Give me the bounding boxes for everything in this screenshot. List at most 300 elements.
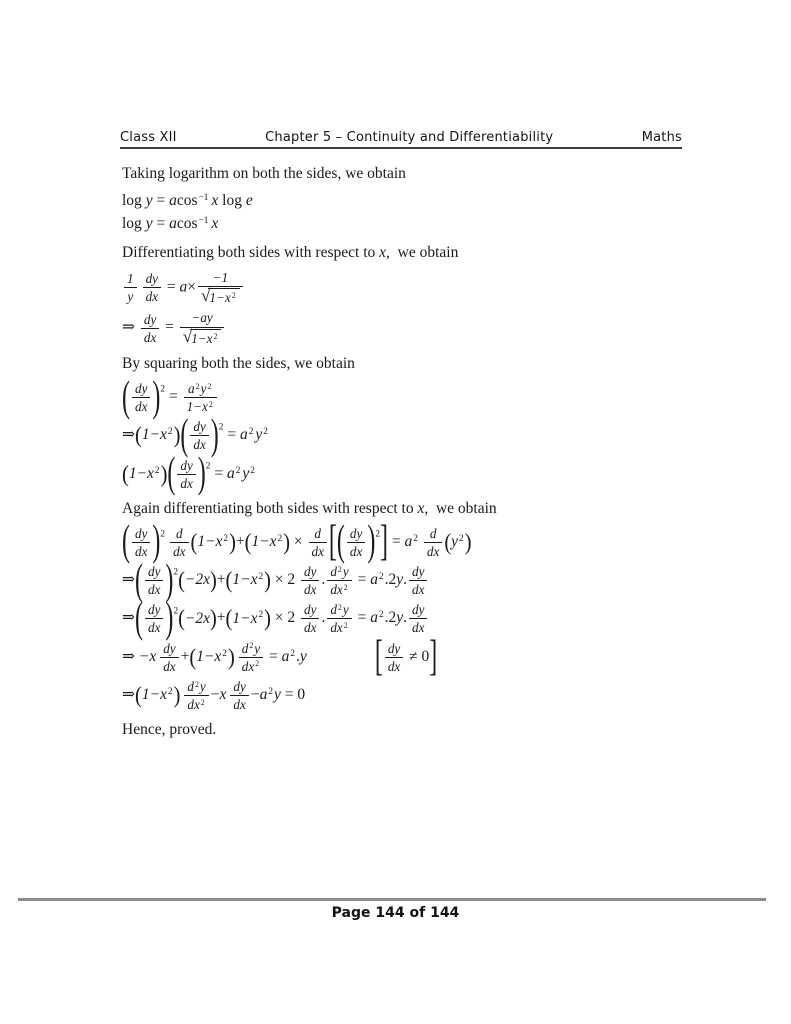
math-text: = [353, 609, 371, 627]
header-class-label: Class XII [120, 130, 177, 145]
fraction [184, 679, 208, 712]
math-text: . [321, 571, 326, 589]
math-text: . [296, 647, 300, 665]
math-superscript: 2 [268, 686, 273, 697]
math-variable: dx [349, 543, 363, 559]
fraction-numerator [184, 679, 208, 696]
math-superscript: 2 [255, 659, 260, 669]
math-superscript: 2 [248, 427, 254, 438]
math-variable: d [429, 525, 437, 541]
open-delimiter: ( [225, 607, 233, 632]
open-delimiter: ( [444, 530, 452, 556]
header-subject-label: Maths [641, 130, 682, 145]
fraction [124, 271, 137, 304]
math-text: log [218, 191, 246, 209]
equation-line [122, 412, 688, 460]
fraction-denominator [160, 658, 178, 674]
math-text: = [163, 278, 180, 296]
open-delimiter: ( [190, 530, 198, 556]
math-variable: a [370, 609, 378, 627]
fraction-numerator [327, 602, 351, 619]
close-delimiter: ) [152, 518, 161, 566]
math-superscript: 2 [231, 290, 236, 300]
fraction-numerator [184, 381, 217, 398]
paren-group [190, 530, 236, 556]
fraction-numerator [239, 641, 263, 658]
math-variable: 1−x [197, 532, 223, 550]
fraction [327, 564, 351, 597]
math-text: log [122, 214, 146, 232]
math-superscript: 2 [222, 648, 227, 659]
math-text: .2 [384, 609, 397, 627]
math-variable: dy [349, 525, 363, 541]
header-chapter-title: Chapter 5 – Continuity and Differentiability [265, 130, 554, 145]
close-delimiter: ) [264, 568, 271, 594]
group-exponent: 2 [173, 605, 179, 616]
math-text: , we obtain [424, 499, 497, 517]
open-delimiter: ( [189, 645, 197, 670]
math-superscript: 2 [223, 533, 229, 544]
math-variable: dy [412, 564, 425, 580]
math-variable: a [370, 571, 378, 589]
fraction-denominator [177, 475, 195, 491]
fraction [309, 526, 327, 559]
math-variable: dx [330, 582, 343, 598]
math-superscript: 2 [235, 465, 241, 476]
group-exponent: 2 [205, 461, 211, 471]
math-variable: −x [138, 647, 157, 665]
open-delimiter: ( [122, 462, 129, 487]
page-header [120, 130, 682, 145]
fraction-numerator [347, 526, 365, 543]
math-variable: dy [304, 602, 317, 618]
math-variable: y [255, 426, 263, 444]
math-variable: dx [330, 620, 343, 636]
close-delimiter: ] [429, 633, 438, 681]
math-variable: dx [426, 543, 440, 559]
math-variable: d [330, 602, 337, 618]
math-superscript: 2 [459, 533, 464, 544]
math-text: × [290, 532, 307, 550]
open-delimiter: ( [135, 683, 142, 709]
math-text: Hence, proved. [122, 721, 217, 739]
fraction-denominator [309, 543, 327, 559]
math-text: = [161, 318, 178, 336]
math-text: = 0 [280, 686, 306, 704]
math-variable: 1−x [209, 290, 231, 306]
math-text: Again differentiating both sides with respect to [122, 499, 418, 517]
math-variable: d [176, 525, 183, 541]
fraction-denominator [198, 287, 243, 306]
math-superscript: 2 [249, 641, 254, 651]
fraction-numerator [230, 679, 248, 696]
math-variable: dy [135, 525, 148, 541]
math-variable: −1 [212, 269, 229, 285]
math-text: . [403, 609, 408, 627]
math-variable: 1−x [232, 571, 258, 589]
math-variable: dx [311, 543, 324, 559]
math-superscript: 2 [208, 399, 213, 409]
equation-line [122, 214, 688, 235]
math-variable: dx [148, 582, 161, 598]
fraction-numerator [301, 602, 319, 619]
math-text: = [353, 571, 371, 589]
fraction-denominator [143, 288, 161, 304]
close-delimiter: ) [197, 450, 206, 498]
math-variable: dy [145, 270, 158, 286]
fraction-denominator [230, 696, 248, 712]
paren-group [135, 423, 181, 449]
math-variable: dx [193, 437, 206, 453]
math-variable: dy [387, 640, 401, 656]
math-text: + [216, 571, 226, 589]
math-text: .2 [384, 571, 397, 589]
fraction-numerator [145, 564, 163, 581]
math-variable: −2x [184, 571, 210, 589]
close-delimiter: ) [209, 568, 217, 594]
math-text: ⇒ [122, 609, 135, 627]
paren-group [178, 568, 217, 594]
open-delimiter: [ [374, 633, 383, 681]
math-variable: 1−x [141, 426, 167, 444]
equation-line [122, 450, 688, 498]
fraction [301, 564, 319, 597]
paragraph-text [122, 164, 688, 185]
solution-content [122, 152, 688, 747]
math-variable: dx [233, 697, 246, 713]
close-delimiter: ) [209, 607, 217, 632]
math-variable: dx [180, 475, 193, 491]
group-exponent: 2 [173, 567, 179, 578]
equation-line [122, 633, 688, 681]
fraction [409, 564, 427, 597]
math-variable: dy [148, 602, 161, 618]
paragraph-text [122, 243, 688, 264]
math-variable: dy [233, 678, 246, 694]
fraction-numerator [409, 564, 427, 581]
open-delimiter: ( [122, 518, 130, 566]
math-superscript: 2 [343, 621, 348, 631]
math-superscript: 2 [195, 381, 200, 391]
fraction-denominator [409, 581, 427, 597]
math-superscript: 2 [337, 564, 342, 574]
math-variable: y [396, 571, 404, 589]
math-superscript: 2 [213, 331, 218, 341]
equation-line [122, 595, 688, 643]
fraction-numerator [124, 271, 137, 288]
math-variable: 1−x [128, 464, 154, 482]
fraction-denominator [424, 543, 442, 559]
fraction-numerator [145, 602, 163, 619]
open-delimiter: ( [178, 607, 185, 632]
paren-group [189, 645, 235, 670]
math-text: − [210, 686, 220, 704]
math-variable: x [219, 686, 227, 704]
fraction [424, 526, 442, 559]
fraction-denominator [327, 581, 351, 597]
math-variable: y [396, 609, 404, 627]
close-delimiter: ) [464, 530, 472, 556]
math-text: × [187, 278, 196, 296]
group-exponent: 2 [218, 422, 224, 433]
math-text: = [265, 647, 282, 665]
fraction [184, 381, 217, 414]
math-variable: d [330, 564, 337, 580]
math-variable: dx [135, 543, 148, 559]
math-variable: a [188, 380, 195, 396]
math-superscript: 2 [207, 381, 212, 391]
math-superscript: 2 [167, 686, 173, 697]
paren-group [178, 607, 217, 632]
open-delimiter: ( [180, 412, 189, 460]
math-text: cos [176, 214, 198, 232]
fraction-denominator [327, 619, 351, 635]
math-variable: dy [412, 602, 425, 618]
fraction [132, 381, 150, 414]
fraction [141, 312, 159, 345]
math-variable: a [169, 214, 177, 232]
math-text: ⇒ [122, 318, 139, 336]
math-superscript: 2 [413, 533, 418, 544]
math-superscript: −1 [198, 215, 209, 226]
math-text: cos [176, 191, 198, 209]
equation-line [122, 679, 688, 712]
math-text: . [403, 571, 408, 589]
math-variable: dx [145, 289, 158, 305]
paren-group [180, 412, 224, 460]
math-text: + [216, 609, 226, 627]
fraction-numerator [177, 458, 195, 475]
close-delimiter: ) [264, 607, 271, 632]
math-text: ⇒ [122, 686, 135, 704]
fraction [409, 602, 427, 635]
math-superscript: 2 [194, 679, 199, 689]
math-variable: y [254, 640, 261, 656]
math-variable: y [127, 289, 134, 305]
math-variable: dx [187, 697, 200, 713]
math-text: ≠ 0 [405, 647, 430, 665]
close-delimiter: ) [152, 374, 161, 421]
math-variable: dx [304, 582, 317, 598]
fraction-denominator [409, 619, 427, 635]
math-variable: 1−x [196, 647, 222, 665]
fraction-numerator [180, 310, 225, 327]
math-variable: x [417, 499, 425, 517]
fraction [198, 270, 243, 306]
open-delimiter: ( [135, 423, 142, 449]
close-delimiter: ) [227, 645, 235, 670]
math-variable: dx [143, 329, 157, 345]
math-superscript: −1 [198, 192, 209, 203]
group-exponent: 2 [160, 529, 166, 540]
fraction-denominator [132, 398, 150, 414]
square-root [201, 288, 240, 305]
math-text: By squaring both the sides, we obtain [122, 355, 355, 373]
equation-line [122, 374, 688, 421]
open-delimiter: ( [336, 518, 345, 566]
math-superscript: 2 [258, 610, 264, 621]
close-delimiter: ) [173, 423, 181, 449]
close-delimiter: ) [173, 683, 181, 709]
fraction [145, 564, 163, 597]
paren-group [122, 518, 166, 566]
paren-group [122, 462, 168, 487]
fraction [180, 310, 225, 346]
fraction-denominator [145, 581, 163, 597]
math-text: . [321, 609, 326, 627]
math-text: ⇒ [122, 571, 135, 589]
close-delimiter: ) [165, 557, 174, 605]
close-delimiter: ) [367, 518, 376, 566]
fraction-numerator [160, 641, 178, 658]
paren-group [244, 530, 290, 556]
math-text: = [223, 426, 240, 444]
math-superscript: 2 [154, 465, 160, 476]
math-text: Differentiating both sides with respect to [122, 243, 380, 261]
math-variable: dx [304, 620, 317, 636]
equation-line [122, 191, 688, 212]
fraction [190, 419, 208, 452]
fraction-numerator [170, 526, 188, 543]
radical-sign: √ [201, 286, 211, 306]
fraction-numerator [141, 312, 159, 329]
fraction-numerator [301, 564, 319, 581]
math-variable: d [314, 525, 321, 541]
fraction-numerator [385, 641, 403, 658]
math-variable: dy [180, 457, 193, 473]
equation-line [122, 310, 688, 346]
fraction-denominator [141, 329, 159, 345]
math-text: = [152, 214, 170, 232]
paren-group [135, 683, 181, 709]
group-exponent: 2 [160, 384, 166, 395]
open-delimiter: ( [135, 557, 143, 605]
math-superscript: 2 [167, 427, 173, 438]
math-variable: y [451, 532, 459, 550]
bracket-group [328, 518, 388, 566]
math-text: + [180, 647, 190, 665]
equation-line [122, 518, 688, 566]
math-text: ⇒ [122, 647, 139, 665]
math-variable: dx [173, 543, 186, 559]
radicand [208, 288, 239, 305]
math-superscript: 2 [290, 648, 296, 659]
fraction-numerator [132, 526, 150, 543]
math-variable: dy [163, 640, 176, 656]
math-text: − [250, 686, 260, 704]
fraction [327, 602, 351, 635]
math-variable: y [145, 214, 153, 232]
math-variable: dy [148, 564, 161, 580]
math-superscript: 2 [200, 697, 205, 707]
paren-group [225, 568, 271, 594]
math-variable: a [404, 532, 413, 550]
math-superscript: 2 [378, 572, 384, 583]
fraction [132, 526, 150, 559]
math-variable: dy [135, 380, 148, 396]
close-delimiter: ] [380, 518, 388, 566]
math-variable: dx [241, 658, 255, 674]
close-delimiter: ) [229, 530, 236, 556]
math-variable: d [187, 678, 194, 694]
math-variable: 1−x [251, 532, 277, 550]
math-variable: −2x [184, 609, 210, 627]
math-variable: y [200, 380, 207, 396]
math-superscript: 2 [378, 610, 384, 621]
math-variable: dx [412, 582, 425, 598]
fraction-denominator [124, 288, 137, 304]
page-number: Page 144 of 144 [331, 905, 460, 921]
close-delimiter: ) [283, 530, 290, 556]
fraction-denominator [385, 658, 403, 674]
close-delimiter: ) [165, 595, 174, 643]
header-divider [120, 147, 682, 149]
fraction-numerator [143, 271, 161, 288]
open-delimiter: ( [244, 530, 252, 556]
math-superscript: 2 [250, 465, 255, 476]
math-variable: 1−x [141, 686, 167, 704]
math-superscript: 2 [277, 533, 283, 544]
math-text: × 2 [270, 609, 300, 627]
math-variable: a [239, 426, 248, 444]
fraction [170, 526, 188, 559]
math-variable: 1−x [191, 330, 213, 346]
math-superscript: 2 [258, 572, 264, 583]
math-variable: y [242, 464, 250, 482]
conclusion-text [122, 720, 688, 741]
paren-group [135, 557, 179, 605]
math-variable: y [342, 564, 349, 580]
math-variable: y [273, 686, 281, 704]
fraction [177, 458, 195, 491]
paragraph-text [122, 354, 688, 375]
paren-group [167, 450, 211, 498]
square-root [182, 326, 222, 346]
math-text: ⇒ [122, 426, 135, 444]
fraction-denominator [180, 328, 225, 347]
math-variable: a [259, 686, 268, 704]
fraction-denominator [145, 619, 163, 635]
math-variable: 1 [127, 270, 134, 286]
math-text: = [165, 388, 182, 406]
math-text: + [235, 532, 245, 550]
math-text: Taking logarithm on both the sides, we obtain [122, 165, 406, 182]
radicand [190, 329, 221, 346]
fraction-numerator [424, 526, 442, 543]
fraction-numerator [327, 564, 351, 581]
bracket-group [374, 633, 438, 681]
fraction [239, 641, 263, 674]
math-variable: dx [412, 620, 425, 636]
open-delimiter: ( [122, 374, 130, 421]
math-text: = [152, 191, 170, 209]
math-variable: dy [193, 419, 206, 435]
fraction-numerator [409, 602, 427, 619]
close-delimiter: ) [160, 462, 168, 487]
math-variable: y [342, 602, 349, 618]
math-variable: d [241, 640, 249, 656]
fraction-denominator [347, 543, 365, 559]
group-exponent: 2 [375, 529, 380, 540]
math-variable: y [199, 678, 206, 694]
math-text: × 2 [270, 571, 300, 589]
fraction [301, 602, 319, 635]
fraction [385, 641, 403, 674]
math-variable: a [169, 191, 177, 209]
math-superscript: 2 [263, 427, 268, 438]
fraction [230, 679, 248, 712]
paren-group [336, 518, 380, 566]
